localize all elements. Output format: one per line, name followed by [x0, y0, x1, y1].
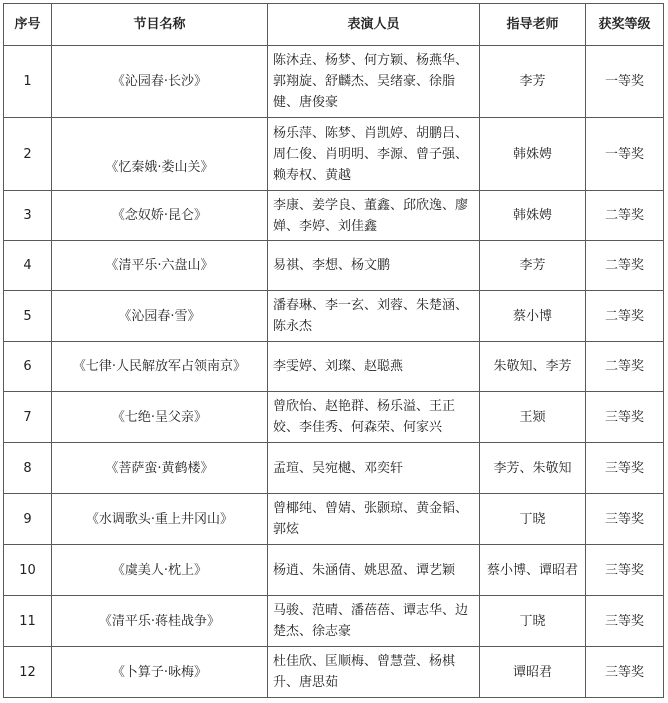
row-teacher: 丁晓 — [480, 596, 586, 647]
row-award: 二等奖 — [586, 291, 664, 342]
row-performers: 马骏、范晴、潘蓓蓓、谭志华、边楚杰、徐志豪 — [268, 596, 480, 647]
row-teacher: 朱敬知、李芳 — [480, 342, 586, 392]
row-award: 二等奖 — [586, 191, 664, 241]
row-performers: 杨乐萍、陈梦、肖凯婷、胡鹏吕、周仁俊、肖明明、李源、曾子强、赖寿权、黄越 — [268, 118, 480, 191]
row-performers: 曾欣怡、赵艳群、杨乐溢、王正姣、李佳秀、何森荣、何家兴 — [268, 392, 480, 443]
row-no: 12 — [4, 647, 52, 698]
table-row — [4, 494, 664, 545]
row-title: 《念奴娇·昆仑》 — [52, 191, 268, 241]
table-row — [4, 647, 664, 698]
header-performers: 表演人员 — [268, 4, 480, 46]
row-teacher: 李芳、朱敬知 — [480, 443, 586, 494]
header-title: 节目名称 — [52, 4, 268, 46]
row-no: 8 — [4, 443, 52, 494]
row-title: 《菩萨蛮·黄鹤楼》 — [52, 443, 268, 494]
row-no: 5 — [4, 291, 52, 342]
row-performers: 杜佳欣、匡顺梅、曾慧萱、杨棋升、唐思茹 — [268, 647, 480, 698]
row-award: 三等奖 — [586, 494, 664, 545]
row-award: 三等奖 — [586, 596, 664, 647]
table-row — [4, 392, 664, 443]
header-teacher: 指导老师 — [480, 4, 586, 46]
row-teacher: 谭昭君 — [480, 647, 586, 698]
row-title: 《卜算子·咏梅》 — [52, 647, 268, 698]
row-performers: 杨逍、朱涵倩、姚思盈、谭艺颖 — [268, 545, 480, 596]
row-no: 7 — [4, 392, 52, 443]
row-teacher: 李芳 — [480, 241, 586, 291]
row-no: 3 — [4, 191, 52, 241]
header-no: 序号 — [4, 4, 52, 46]
row-no: 4 — [4, 241, 52, 291]
row-title: 《七绝·呈父亲》 — [52, 392, 268, 443]
row-no: 11 — [4, 596, 52, 647]
row-title: 《沁园春·长沙》 — [52, 46, 268, 118]
table-row — [4, 545, 664, 596]
row-teacher: 李芳 — [480, 46, 586, 118]
table-row — [4, 291, 664, 342]
row-teacher: 蔡小博、谭昭君 — [480, 545, 586, 596]
row-no: 6 — [4, 342, 52, 392]
header-award: 获奖等级 — [586, 4, 664, 46]
row-award: 三等奖 — [586, 545, 664, 596]
row-performers: 李雯婷、刘璨、赵聪燕 — [268, 342, 480, 392]
row-teacher: 韩姝娉 — [480, 191, 586, 241]
table-row — [4, 443, 664, 494]
row-title: 《沁园春·雪》 — [52, 291, 268, 342]
row-performers: 潘春琳、李一玄、刘蓉、朱楚涵、陈永杰 — [268, 291, 480, 342]
row-title: 《清平乐·六盘山》 — [52, 241, 268, 291]
table-row — [4, 46, 664, 118]
row-title: 《虞美人·枕上》 — [52, 545, 268, 596]
table-row — [4, 118, 664, 191]
table-row — [4, 342, 664, 392]
row-title: 《忆秦娥·娄山关》 — [52, 118, 268, 191]
awards-table — [3, 3, 664, 698]
row-award: 二等奖 — [586, 342, 664, 392]
row-teacher: 蔡小博 — [480, 291, 586, 342]
row-teacher: 王颎 — [480, 392, 586, 443]
row-no: 10 — [4, 545, 52, 596]
row-no: 9 — [4, 494, 52, 545]
row-teacher: 韩姝娉 — [480, 118, 586, 191]
header-row — [4, 4, 664, 46]
row-award: 三等奖 — [586, 647, 664, 698]
row-title: 《七律·人民解放军占领南京》 — [52, 342, 268, 392]
row-title: 《水调歌头·重上井冈山》 — [52, 494, 268, 545]
row-award: 一等奖 — [586, 46, 664, 118]
table-row — [4, 191, 664, 241]
row-award: 二等奖 — [586, 241, 664, 291]
row-award: 一等奖 — [586, 118, 664, 191]
row-no: 2 — [4, 118, 52, 191]
row-award: 三等奖 — [586, 443, 664, 494]
row-no: 1 — [4, 46, 52, 118]
row-performers: 陈沐垚、杨梦、何方颖、杨燕华、郭翔旋、舒麟杰、吴绪豪、徐脂健、唐俊豪 — [268, 46, 480, 118]
row-performers: 李康、姜学良、董鑫、邱欣逸、廖婵、李婷、刘佳鑫 — [268, 191, 480, 241]
table-row — [4, 241, 664, 291]
table-row — [4, 596, 664, 647]
row-title: 《清平乐·蒋桂战争》 — [52, 596, 268, 647]
row-performers: 易祺、李想、杨文鹏 — [268, 241, 480, 291]
row-teacher: 丁晓 — [480, 494, 586, 545]
row-performers: 曾椰纯、曾婧、张颢琼、黄金韬、郭炫 — [268, 494, 480, 545]
row-performers: 孟瑄、吴宛樾、邓奕轩 — [268, 443, 480, 494]
row-award: 三等奖 — [586, 392, 664, 443]
